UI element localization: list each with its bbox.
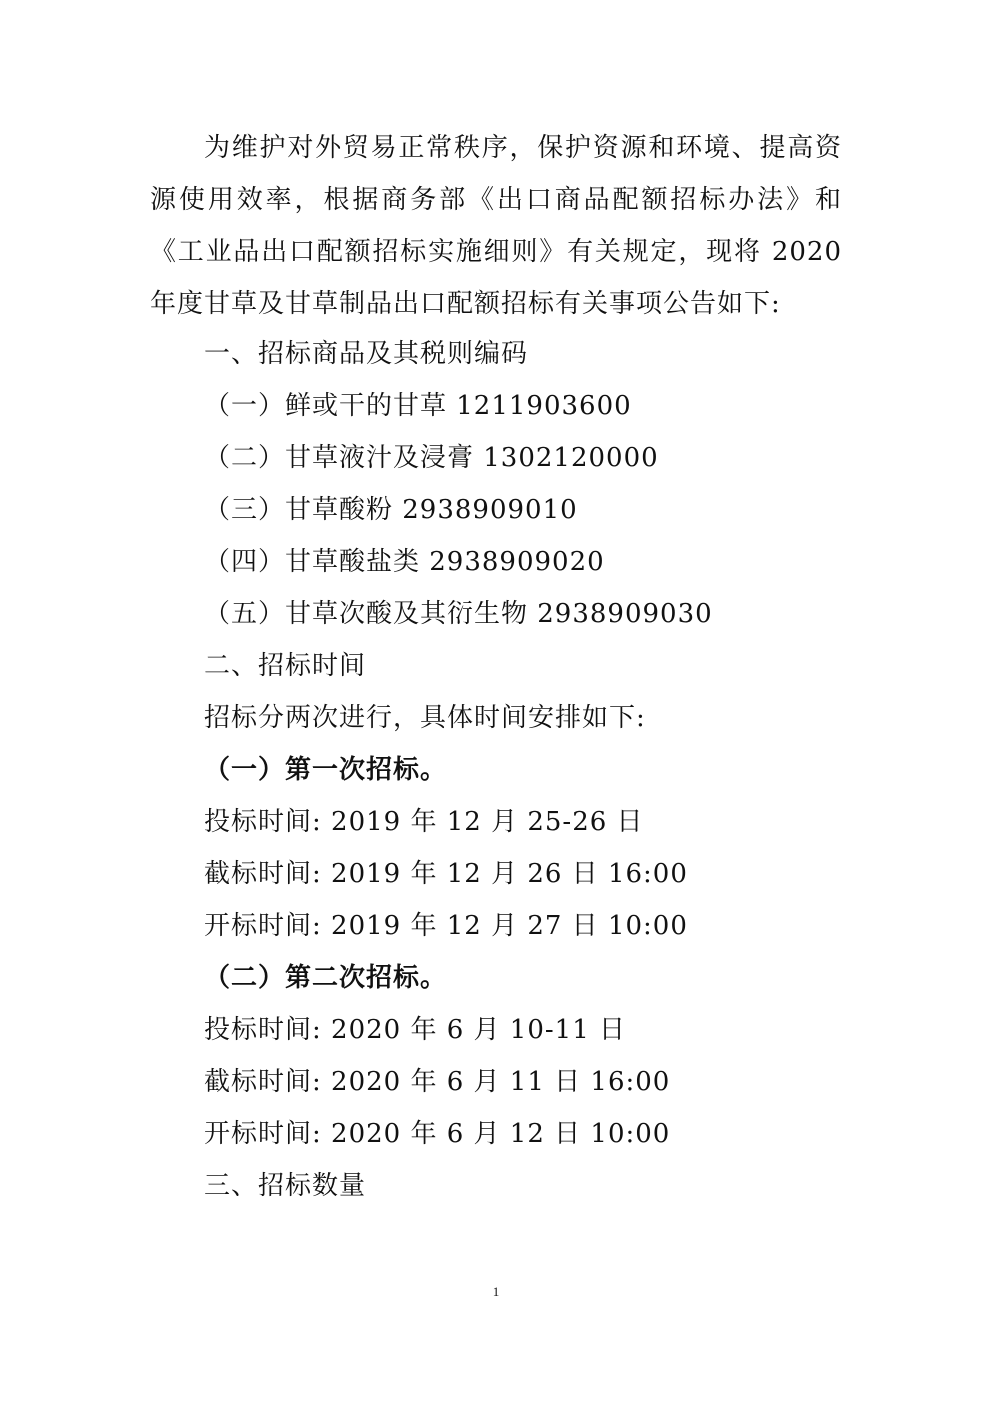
round2-title: （二）第二次招标。 <box>204 963 448 993</box>
round1-bid-time: 投标时间: 2019 年 12 月 25-26 日 <box>204 807 644 837</box>
list-item: （三）甘草酸粉 2938909010 <box>204 495 578 525</box>
round2-bid-time: 投标时间: 2020 年 6 月 10-11 日 <box>204 1015 627 1045</box>
round1-close-time: 截标时间: 2019 年 12 月 26 日 16:00 <box>204 859 688 889</box>
round2-open-time: 开标时间: 2020 年 6 月 12 日 10:00 <box>204 1119 671 1149</box>
page-number: 1 <box>492 1284 500 1299</box>
list-item: （一）鲜或干的甘草 1211903600 <box>204 391 632 421</box>
section1-heading: 一、招标商品及其税则编码 <box>204 339 529 369</box>
section2-heading: 二、招标时间 <box>204 651 367 681</box>
round1-title: （一）第一次招标。 <box>204 755 448 785</box>
list-item: （四）甘草酸盐类 2938909020 <box>204 547 605 577</box>
section3-heading: 三、招标数量 <box>204 1171 367 1201</box>
intro-paragraph: 为维护对外贸易正常秩序，保护资源和环境、提高资源使用效率，根据商务部《出口商品配额招标办法》和《工业品出口配额招标实施细则》有关规定，现将 2020 年度甘草及甘草制品出口配额招标有关事项公告如下: <box>150 133 842 319</box>
section2-intro: 招标分两次进行，具体时间安排如下: <box>204 703 646 733</box>
list-item: （二）甘草液汁及浸膏 1302120000 <box>204 443 659 473</box>
round1-open-time: 开标时间: 2019 年 12 月 27 日 10:00 <box>204 911 688 941</box>
list-item: （五）甘草次酸及其衍生物 2938909030 <box>204 599 713 629</box>
round2-close-time: 截标时间: 2020 年 6 月 11 日 16:00 <box>204 1067 671 1097</box>
